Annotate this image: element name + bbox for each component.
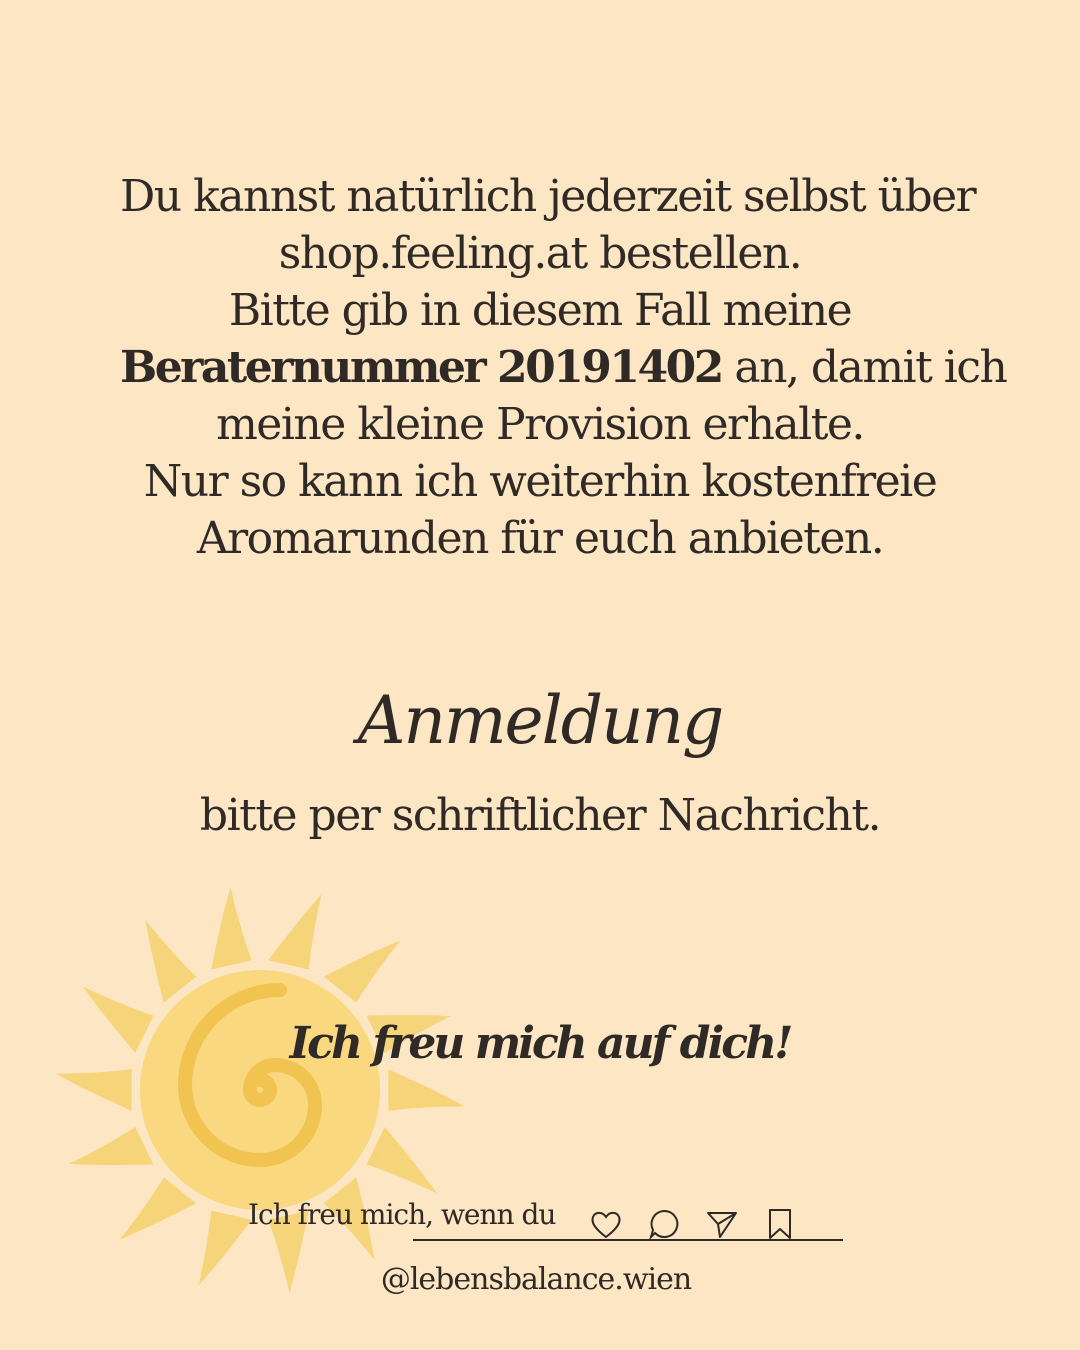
heart-icon: [588, 1206, 624, 1242]
bookmark-icon: [762, 1206, 798, 1242]
sun-ray: [56, 1069, 132, 1110]
registration-subtext: bitte per schriftlicher Nachricht.: [199, 790, 881, 841]
tagline: Ich freu mich auf dich!: [289, 1018, 791, 1069]
sun-ray: [120, 1177, 196, 1239]
info-line: Nur so kann ich weiterhin kostenfreie: [143, 456, 937, 507]
engagement-footer: [248, 1198, 848, 1248]
info-line-cont: an, damit ich: [721, 342, 1007, 393]
sun-ray: [388, 1069, 464, 1110]
info-text: [120, 168, 1007, 567]
sun-ray: [324, 940, 400, 1002]
info-line: Bitte gib in diesem Fall meine: [228, 285, 852, 336]
sun-ray: [69, 1127, 154, 1165]
social-handle: @lebensbalance.wien: [380, 1262, 692, 1297]
action-icons: [588, 1206, 798, 1242]
info-line: Aromarunden für euch anbieten.: [196, 513, 884, 564]
info-line: shop.feeling.at bestellen.: [278, 228, 802, 279]
registration-heading: Anmeldung: [357, 682, 723, 759]
info-line-advisor: [120, 339, 1007, 396]
sun-ray: [268, 894, 321, 969]
advisor-number: Beraternummer 20191402: [120, 342, 722, 393]
comment-icon: [646, 1206, 682, 1242]
sun-ray: [145, 920, 196, 1003]
sun-ray: [211, 887, 251, 969]
info-line: Du kannst natürlich jederzeit selbst über: [120, 171, 976, 222]
sun-illustration: [40, 880, 480, 1320]
info-line: meine kleine Provision erhalte.: [216, 399, 864, 450]
sun-ray: [367, 1127, 437, 1193]
footer-text: Ich freu mich, wenn du: [248, 1198, 556, 1231]
send-icon: [704, 1206, 740, 1242]
